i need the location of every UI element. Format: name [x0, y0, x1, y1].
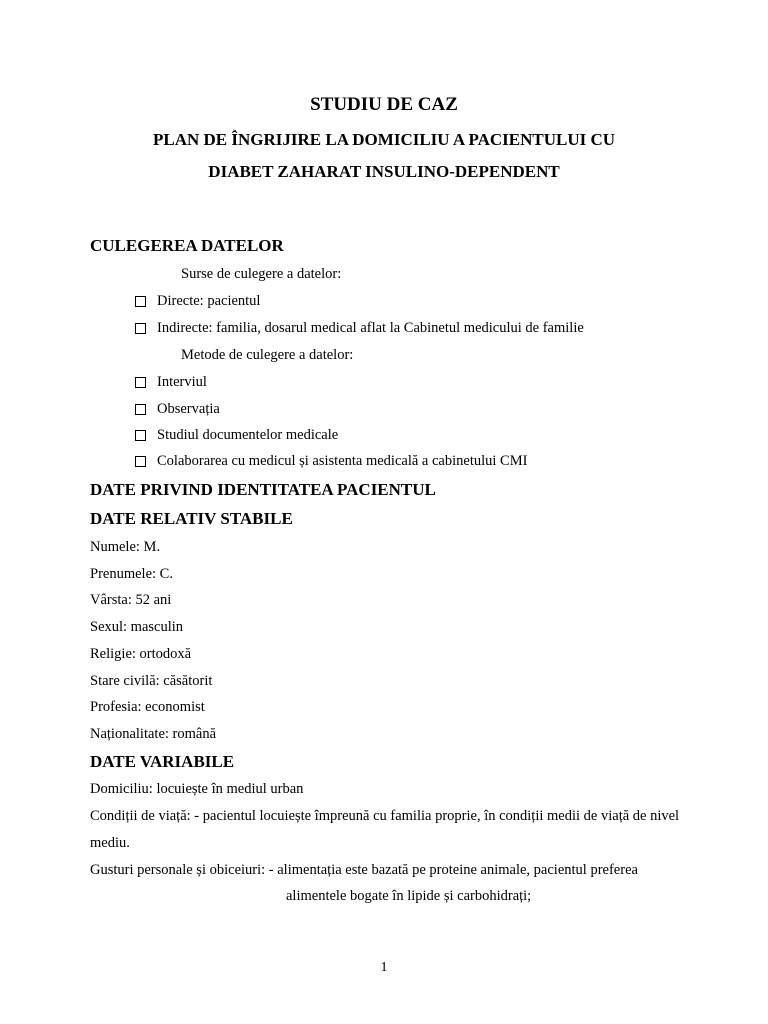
field-gusturi-line-2: alimentele bogate în lipide și carbohidrați; [286, 888, 532, 904]
field-profesia: Profesia: economist [90, 699, 205, 715]
heading-date-variabile: DATE VARIABILE [90, 752, 235, 771]
field-prenumele: Prenumele: C. [90, 566, 173, 582]
list-item-text: Interviul [157, 374, 207, 390]
field-domiciliu: Domiciliu: locuiește în mediul urban [90, 781, 304, 797]
document-subtitle-line-2: DIABET ZAHARAT INSULINO-DEPENDENT [208, 162, 560, 181]
page-number: 1 [380, 960, 388, 975]
list-item-text: Observația [157, 401, 220, 417]
checkbox-icon [135, 296, 146, 307]
field-stare-civila: Stare civilă: căsătorit [90, 673, 213, 689]
field-sexul: Sexul: masculin [90, 619, 184, 635]
field-conditii-line-1: Condiții de viață: - pacientul locuiește împreună cu familia proprie, în condiții medii de viață de nivel [90, 808, 680, 824]
heading-identitate: DATE PRIVIND IDENTITATEA PACIENTUL [90, 480, 436, 499]
list-item [135, 293, 260, 310]
checkbox-icon [135, 377, 146, 388]
list-item [135, 401, 220, 418]
surse-label: Surse de culegere a datelor: [181, 266, 342, 282]
field-varsta: Vârsta: 52 ani [90, 592, 172, 608]
field-conditii-line-2: mediu. [90, 835, 130, 851]
heading-date-relativ-stabile: DATE RELATIV STABILE [90, 509, 293, 528]
list-item-text: Studiul documentelor medicale [157, 427, 339, 443]
list-item [135, 374, 207, 391]
document-title: STUDIU DE CAZ [310, 94, 458, 115]
checkbox-icon [135, 404, 146, 415]
field-gusturi-line-1: Gusturi personale și obiceiuri: - alimentația este bazată pe proteine animale, pacientul preferea [90, 862, 638, 878]
list-item-text: Directe: pacientul [157, 293, 261, 309]
list-item-text: Indirecte: familia, dosarul medical aflat la Cabinetul medicului de familie [157, 320, 584, 336]
field-numele: Numele: M. [90, 539, 161, 555]
list-item [135, 453, 527, 470]
field-religie: Religie: ortodoxă [90, 646, 192, 662]
metode-label: Metode de culegere a datelor: [181, 347, 354, 363]
document-subtitle-line-1: PLAN DE ÎNGRIJIRE LA DOMICILIU A PACIENTULUI CU [152, 130, 616, 149]
field-nationalitate: Naționalitate: română [90, 726, 217, 742]
checkbox-icon [135, 456, 146, 467]
list-item [135, 320, 584, 337]
list-item [135, 427, 338, 444]
checkbox-icon [135, 323, 146, 334]
list-item-text: Colaborarea cu medicul și asistenta medicală a cabinetului CMI [157, 453, 528, 469]
heading-culegerea-datelor: CULEGEREA DATELOR [90, 236, 284, 255]
checkbox-icon [135, 430, 146, 441]
